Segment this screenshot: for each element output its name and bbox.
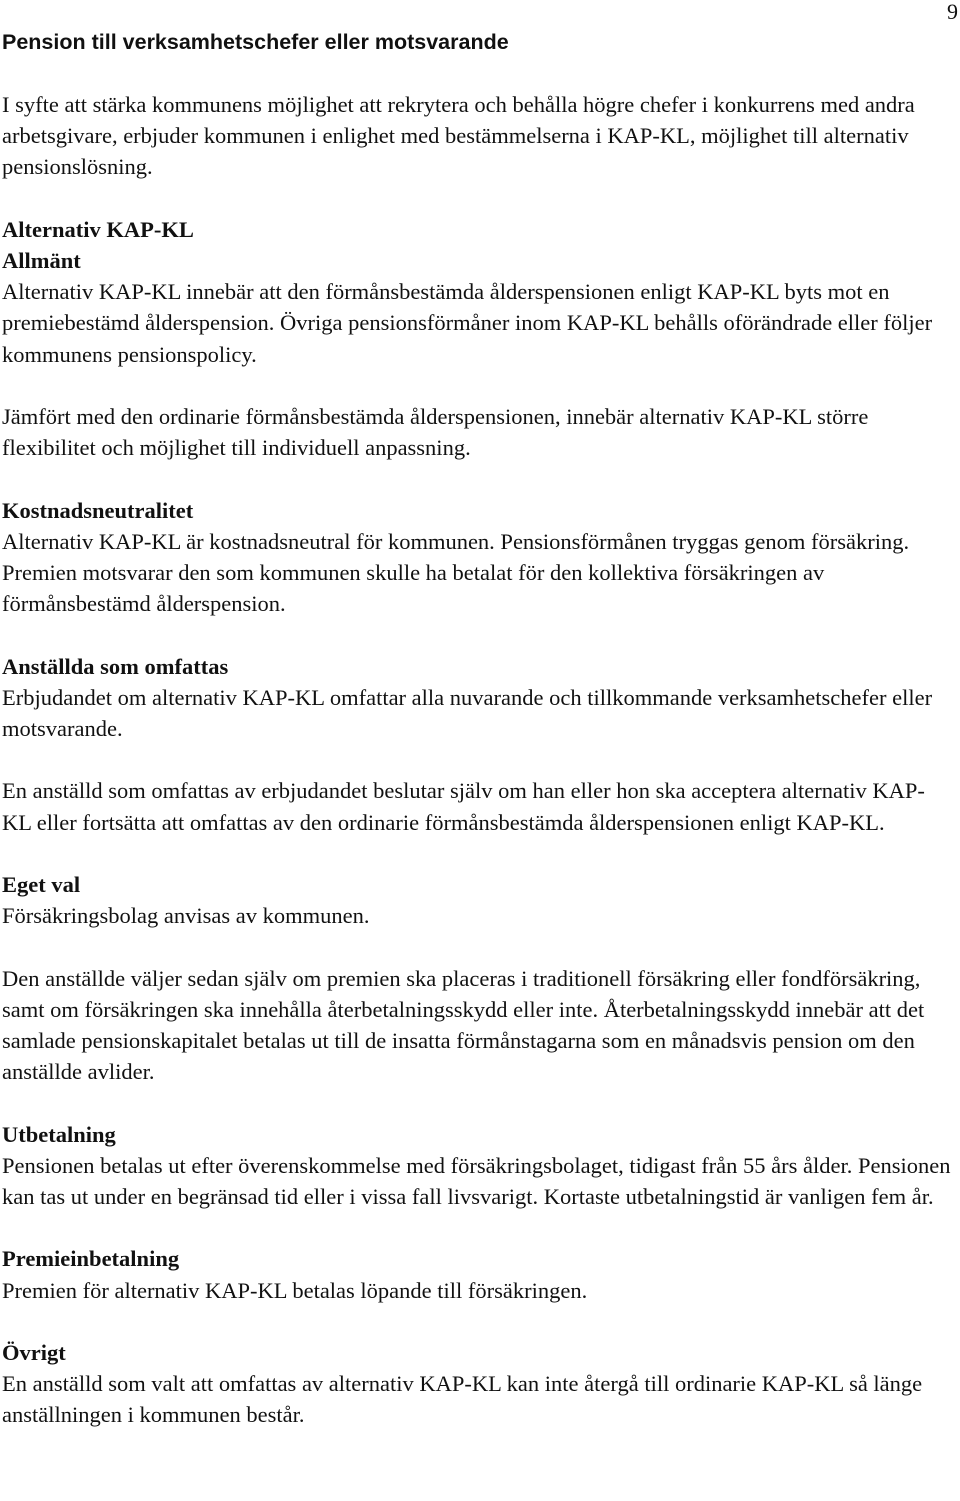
- section-heading-utbetalning: Utbetalning: [2, 1121, 116, 1147]
- intro-paragraph: I syfte att stärka kommunens möjlighet att rekrytera och behålla högre chefer i konkurrens med andra arbetsgivare, erbjuder kommunen i enlighet med bestämmelserna i KAP-KL, möjlighet till alternativ pensionslösning.: [2, 92, 915, 180]
- page-number: 9: [947, 0, 958, 24]
- document-body: [2, 27, 952, 1431]
- section-heading-kostnadsneutralitet: Kostnadsneutralitet: [2, 497, 194, 523]
- premie-paragraph-1: Premien för alternativ KAP-KL betalas löpande till försäkringen.: [2, 1277, 588, 1303]
- section-heading-allmant: Allmänt: [2, 248, 81, 273]
- anstallda-paragraph-1: Erbjudandet om alternativ KAP-KL omfattar alla nuvarande och tillkommande verksamhetschefer eller motsvarande.: [2, 684, 933, 741]
- allmant-paragraph-2: Jämfört med den ordinarie förmånsbestämda ålderspensionen, innebär alternativ KAP-KL större flexibilitet och möjlighet till individuell anpassning.: [2, 404, 869, 461]
- section-heading-anstallda: Anställda som omfattas: [2, 653, 229, 679]
- alternativ-heading: Alternativ KAP-KL: [2, 216, 194, 242]
- ovrigt-paragraph-1: En anställd som valt att omfattas av alternativ KAP-KL kan inte återgå till ordinarie KAP-KL så länge anställningen i kommunen består.: [2, 1371, 923, 1428]
- eget-val-paragraph-2: Den anställde väljer sedan själv om premien ska placeras i traditionell försäkring eller fondförsäkring, samt om försäkringen ska innehålla återbetalningsskydd eller inte. Återbetalningsskydd innebär att det samlade pensionskapitalet betalas ut till de insatta förmånstagarna som en månadsvis pension om den anställde avlider.: [2, 965, 925, 1085]
- anstallda-paragraph-2: En anställd som omfattas av erbjudandet beslutar själv om han eller hon ska acceptera alternativ KAP-KL eller fortsätta att omfattas av den ordinarie förmånsbestämda ålderspensionen enligt KAP-KL.: [2, 778, 925, 835]
- eget-val-paragraph-1: Försäkringsbolag anvisas av kommunen.: [2, 903, 370, 929]
- allmant-paragraph-1: Alternativ KAP-KL innebär att den förmånsbestämda ålderspensionen enligt KAP-KL byts mot en premiebestämd ålderspension. Övriga pensionsförmåner inom KAP-KL behålls oförändrade eller följer kommunens pensionspolicy.: [2, 279, 933, 367]
- kostnad-paragraph-1: Alternativ KAP-KL är kostnadsneutral för kommunen. Pensionsförmånen tryggas genom försäkring. Premien motsvarar den som kommunen skulle ha betalat för den kollektiva försäkringen av förmånsbestämd ålderspension.: [2, 528, 910, 617]
- section-heading-eget-val: Eget val: [2, 871, 81, 897]
- utbetalning-paragraph-1: Pensionen betalas ut efter överenskommelse med försäkringsbolaget, tidigast från 55 års ålder. Pensionen kan tas ut under en begränsad tid eller i vissa fall livsvarigt. Kortaste utbetalningstid är vanligen fem år.: [2, 1152, 951, 1209]
- section-heading-ovrigt: Övrigt: [2, 1339, 66, 1365]
- document-title: Pension till verksamhetschefer eller motsvarande: [2, 30, 509, 54]
- section-heading-premieinbetalning: Premieinbetalning: [2, 1246, 180, 1272]
